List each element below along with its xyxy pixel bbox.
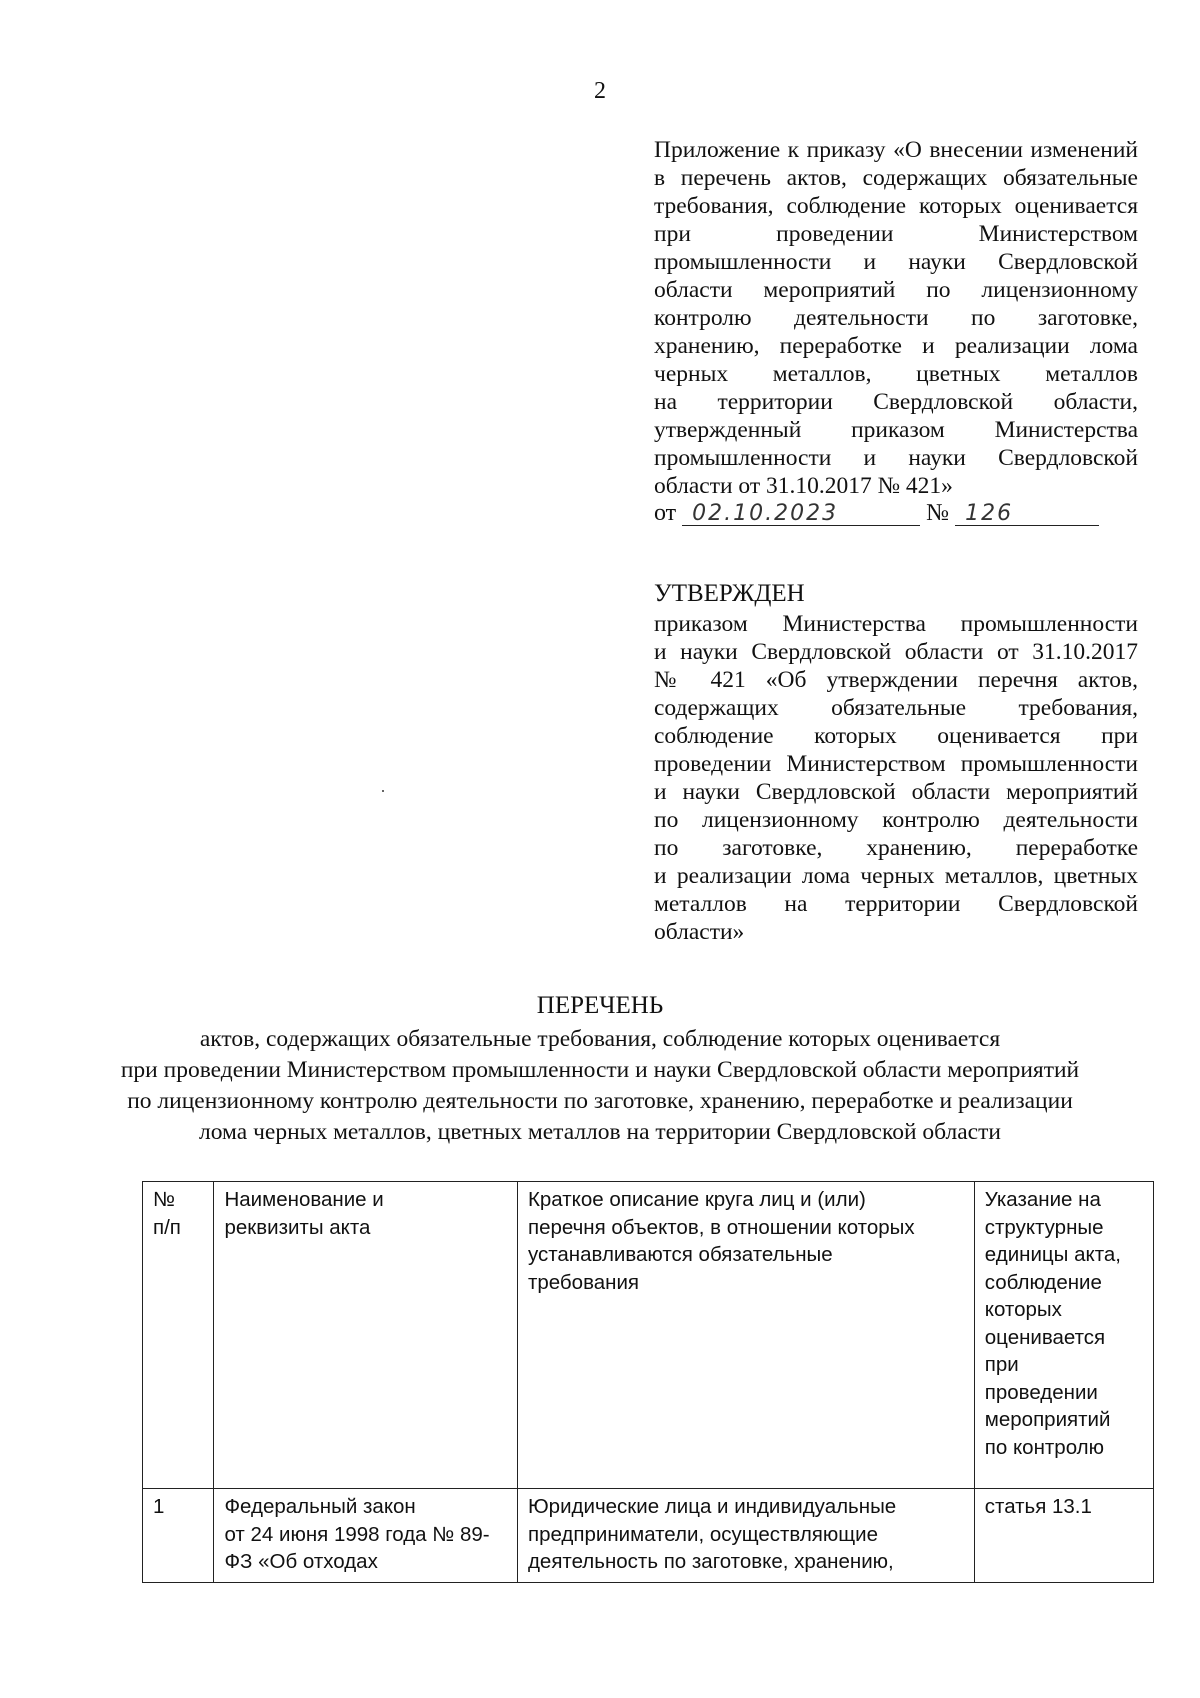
header-line: Наименование и bbox=[224, 1188, 384, 1211]
approved-line: и науки Свердловской области от 31.10.2017 bbox=[654, 639, 1138, 665]
appendix-line: требования, соблюдение которых оценивается bbox=[654, 193, 1138, 219]
appendix-line: промышленности и науки Свердловской bbox=[654, 445, 1138, 471]
approved-line: и науки Свердловской области мероприятий bbox=[654, 779, 1138, 805]
cell-line: Юридические лица и индивидуальные bbox=[527, 1495, 897, 1518]
header-structural-units bbox=[974, 1182, 1153, 1489]
cell-number bbox=[143, 1489, 214, 1583]
appendix-block bbox=[654, 136, 1138, 500]
header-line: перечня объектов, в отношении которых bbox=[527, 1215, 915, 1239]
header-line: Указание на bbox=[984, 1188, 1101, 1211]
approved-line: содержащих обязательные требования, bbox=[654, 695, 1138, 721]
cell-line: 1 bbox=[153, 1495, 165, 1518]
appendix-line: области от 31.10.2017 № 421» bbox=[654, 473, 953, 499]
header-act-name bbox=[214, 1182, 518, 1489]
cell-line: статья 13.1 bbox=[984, 1495, 1092, 1518]
approved-line: металлов на территории Свердловской bbox=[654, 891, 1138, 917]
header-line: проведении bbox=[984, 1380, 1098, 1404]
header-line: соблюдение bbox=[984, 1270, 1102, 1294]
header-line: оценивается bbox=[984, 1325, 1106, 1349]
order-date-handwritten: 02.10.2023 bbox=[682, 501, 920, 526]
header-line: устанавливаются обязательные bbox=[527, 1243, 833, 1266]
list-subtitle-line: при проведении Министерством промышленности и науки Свердловской области мероприятий bbox=[120, 1057, 1080, 1083]
appendix-line: утвержденный приказом Министерства bbox=[654, 417, 1138, 443]
approved-line: соблюдение которых оценивается при bbox=[654, 723, 1138, 749]
appendix-line: промышленности и науки Свердловской bbox=[654, 249, 1138, 275]
scan-speck bbox=[382, 790, 384, 792]
approved-body bbox=[654, 610, 1138, 946]
appendix-line: Приложение к приказу «О внесении изменений bbox=[654, 137, 1138, 163]
approved-line: по лицензионному контролю деятельности bbox=[654, 807, 1138, 833]
cell-line: деятельность по заготовке, хранению, bbox=[527, 1550, 894, 1573]
order-date-prefix: от bbox=[654, 500, 677, 526]
approved-line: области» bbox=[654, 919, 745, 945]
appendix-line: области мероприятий по лицензионному bbox=[654, 277, 1138, 303]
list-subtitle-line: лома черных металлов, цветных металлов на территории Свердловской области bbox=[199, 1119, 1001, 1145]
appendix-line: черных металлов, цветных металлов bbox=[654, 361, 1138, 387]
header-line: № bbox=[153, 1188, 175, 1211]
cell-act-name bbox=[214, 1489, 518, 1583]
header-number bbox=[143, 1182, 214, 1489]
cell-line: Федеральный закон bbox=[224, 1495, 416, 1518]
table-row bbox=[143, 1489, 1154, 1583]
list-subtitle-line: по лицензионному контролю деятельности по заготовке, хранению, переработке и реализации bbox=[127, 1088, 1073, 1114]
list-title: ПЕРЕЧЕНЬ bbox=[536, 992, 664, 1019]
header-line: реквизиты акта bbox=[224, 1215, 371, 1239]
page-number: 2 bbox=[594, 78, 606, 104]
approved-line: № 421 «Об утверждении перечня актов, bbox=[654, 667, 1138, 693]
header-line: п/п bbox=[153, 1215, 181, 1239]
list-subtitle bbox=[100, 1024, 1100, 1148]
cell-description bbox=[517, 1489, 974, 1583]
cell-line: предприниматели, осуществляющие bbox=[527, 1522, 878, 1546]
header-line: при bbox=[984, 1353, 1019, 1376]
cell-line: ФЗ «Об отходах bbox=[224, 1550, 378, 1573]
approved-line: и реализации лома черных металлов, цветных bbox=[654, 863, 1138, 889]
order-number-prefix: № bbox=[926, 500, 950, 526]
header-line: которых bbox=[984, 1298, 1062, 1321]
cell-line: от 24 июня 1998 года № 89- bbox=[224, 1522, 490, 1546]
appendix-line: в перечень актов, содержащих обязательные bbox=[654, 165, 1138, 191]
order-reference bbox=[654, 500, 1099, 527]
header-description bbox=[517, 1182, 974, 1489]
header-line: по контролю bbox=[984, 1435, 1104, 1459]
approved-line: по заготовке, хранению, переработке bbox=[654, 835, 1138, 861]
acts-table bbox=[142, 1181, 1154, 1583]
header-line: требования bbox=[527, 1270, 640, 1294]
header-line: Краткое описание круга лиц и (или) bbox=[527, 1188, 866, 1211]
header-line: единицы акта, bbox=[984, 1243, 1121, 1266]
list-subtitle-line: актов, содержащих обязательные требования, соблюдение которых оценивается bbox=[199, 1026, 1001, 1052]
appendix-line: контролю деятельности по заготовке, bbox=[654, 305, 1138, 331]
table-header-row bbox=[143, 1182, 1154, 1489]
appendix-line: на территории Свердловской области, bbox=[654, 389, 1138, 415]
approved-line: приказом Министерства промышленности bbox=[654, 611, 1138, 637]
appendix-line: хранению, переработке и реализации лома bbox=[654, 333, 1138, 359]
appendix-line: при проведении Министерством bbox=[654, 221, 1138, 247]
header-line: структурные bbox=[984, 1215, 1104, 1239]
approved-line: проведении Министерством промышленности bbox=[654, 751, 1138, 777]
order-number-handwritten: 126 bbox=[955, 501, 1099, 526]
header-line: мероприятий bbox=[984, 1408, 1111, 1431]
cell-structural-units bbox=[974, 1489, 1153, 1583]
approved-title: УТВЕРЖДЕН bbox=[654, 580, 805, 607]
